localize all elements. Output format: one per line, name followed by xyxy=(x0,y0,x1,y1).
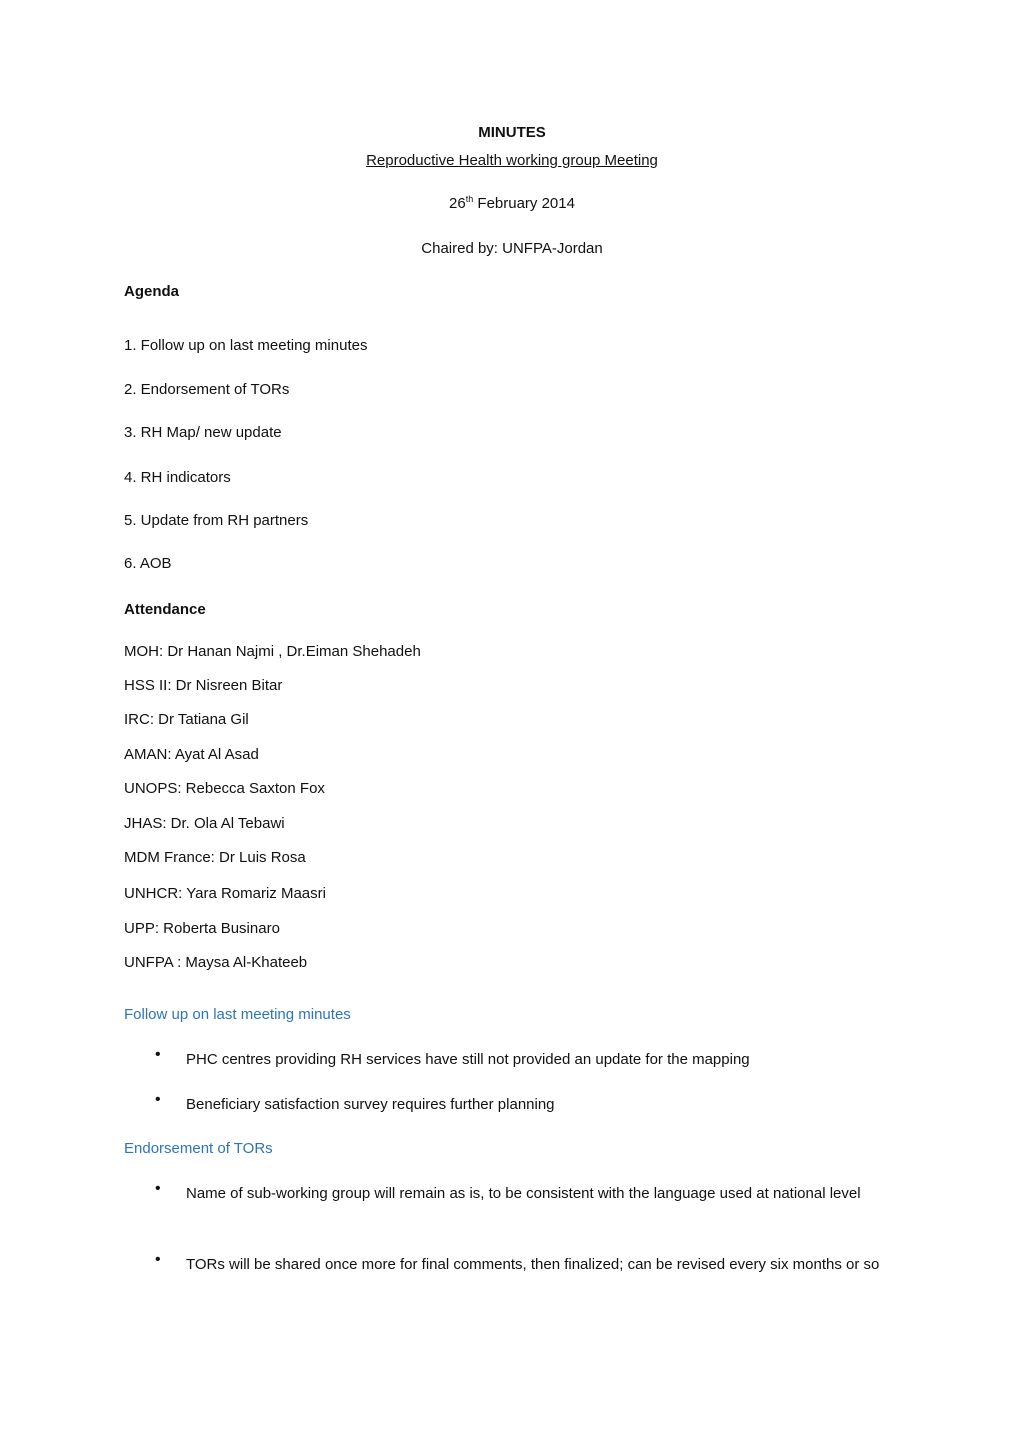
date-suffix: th xyxy=(465,194,474,204)
agenda-item: 2. Endorsement of TORs xyxy=(124,381,290,398)
attendance-heading: Attendance xyxy=(124,601,206,618)
agenda-item: 3. RH Map/ new update xyxy=(124,424,282,441)
bullet-text: PHC centres providing RH services have still not provided an update for the mapping xyxy=(186,1051,750,1068)
attendance-entry: UNHCR: Yara Romariz Maasri xyxy=(124,885,326,902)
bullet-item xyxy=(124,1091,902,1118)
date-day: 26 xyxy=(449,195,466,212)
section-heading-follow-up: Follow up on last meeting minutes xyxy=(124,1006,351,1023)
bullet-text: Beneficiary satisfaction survey requires further planning xyxy=(186,1096,555,1113)
attendance-entry: JHAS: Dr. Ola Al Tebawi xyxy=(124,815,285,832)
bullet-item xyxy=(124,1180,902,1207)
bullet-text: TORs will be shared once more for final comments, then finalized; can be revised every six months or so xyxy=(186,1256,880,1273)
attendance-entry: UNFPA : Maysa Al-Khateeb xyxy=(124,954,308,971)
attendance-entry: HSS II: Dr Nisreen Bitar xyxy=(124,677,283,694)
chaired-by: Chaired by: UNFPA-Jordan xyxy=(421,240,603,257)
bullet-item xyxy=(124,1251,902,1278)
meeting-date xyxy=(0,195,1024,212)
date-month-year: February 2014 xyxy=(473,195,575,212)
meeting-subtitle: Reproductive Health working group Meeting xyxy=(366,152,658,169)
bullet-text: Name of sub-working group will remain as is, to be consistent with the language used at national level xyxy=(186,1185,861,1202)
bullet-icon: • xyxy=(155,1046,161,1063)
attendance-entry: IRC: Dr Tatiana Gil xyxy=(124,711,249,728)
attendance-entry: MDM France: Dr Luis Rosa xyxy=(124,849,306,866)
section-heading-endorsement: Endorsement of TORs xyxy=(124,1140,273,1157)
agenda-item: 6. AOB xyxy=(124,555,172,572)
document-title: MINUTES xyxy=(478,124,546,141)
attendance-entry: MOH: Dr Hanan Najmi , Dr.Eiman Shehadeh xyxy=(124,643,421,660)
attendance-entry: AMAN: Ayat Al Asad xyxy=(124,746,259,763)
bullet-item xyxy=(124,1046,902,1073)
agenda-item: 5. Update from RH partners xyxy=(124,512,309,529)
agenda-item: 1. Follow up on last meeting minutes xyxy=(124,337,368,354)
attendance-entry: UNOPS: Rebecca Saxton Fox xyxy=(124,780,325,797)
agenda-heading: Agenda xyxy=(124,283,180,300)
bullet-icon: • xyxy=(155,1180,161,1197)
agenda-item: 4. RH indicators xyxy=(124,469,231,486)
bullet-icon: • xyxy=(155,1091,161,1108)
bullet-icon: • xyxy=(155,1251,161,1268)
attendance-entry: UPP: Roberta Businaro xyxy=(124,920,280,937)
